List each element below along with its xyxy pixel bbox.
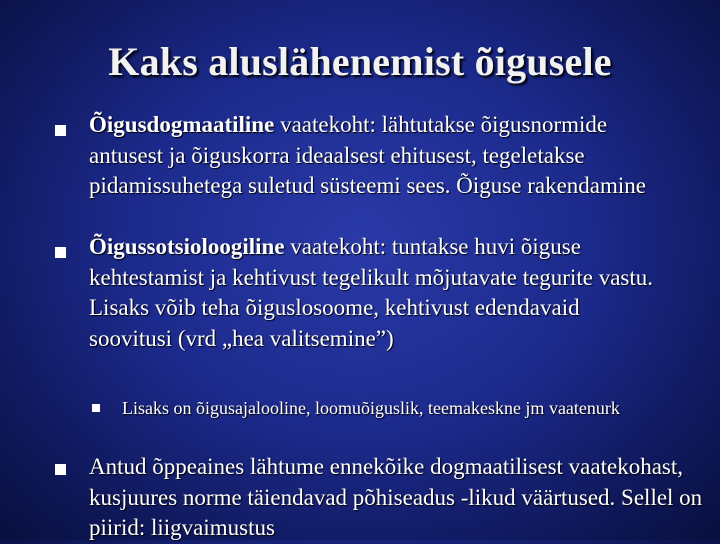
bullet-3: Antud õppeaines lähtume ennekõike dogmaatilisest vaatekohast, kusjuures norme täiendavad põhiseadus -likud väärtused. Sellel on piirid: liigvaimustus [89, 454, 703, 540]
bullet-1 [89, 110, 649, 202]
bullet-1-term: Õigusdogmaatiline [89, 112, 275, 137]
sub-bullet: Lisaks on õigusajalooline, loomuõiguslik, teemakeskne jm vaatenurk [122, 398, 620, 418]
bullet-square-icon [55, 247, 66, 258]
bullet-square-icon [55, 464, 66, 475]
bullet-1-text: vaatekoht: lähtutakse õigusnormide antusest ja õiguskorra ideaalsest ehitusest, tegeletakse pidamissuhetega suletud süsteemi sees. Õiguse rakendamine [89, 112, 646, 198]
bullet-2-text: vaatekoht: tuntakse huvi õiguse kehtestamist ja kehtivust tegelikult mõjutavate tegurite vastu. Lisaks võib teha õiguslosoome, kehtivust edendavaid soovitusi (vrd „hea valitsemine”) [89, 234, 654, 351]
sub-bullet-square-icon [92, 404, 100, 412]
bullet-2-term: Õigussotsioloogiline [89, 234, 285, 259]
bullet-2 [89, 232, 659, 354]
slide-title: Kaks aluslähenemist õigusele [108, 39, 612, 84]
bullet-square-icon [55, 125, 66, 136]
